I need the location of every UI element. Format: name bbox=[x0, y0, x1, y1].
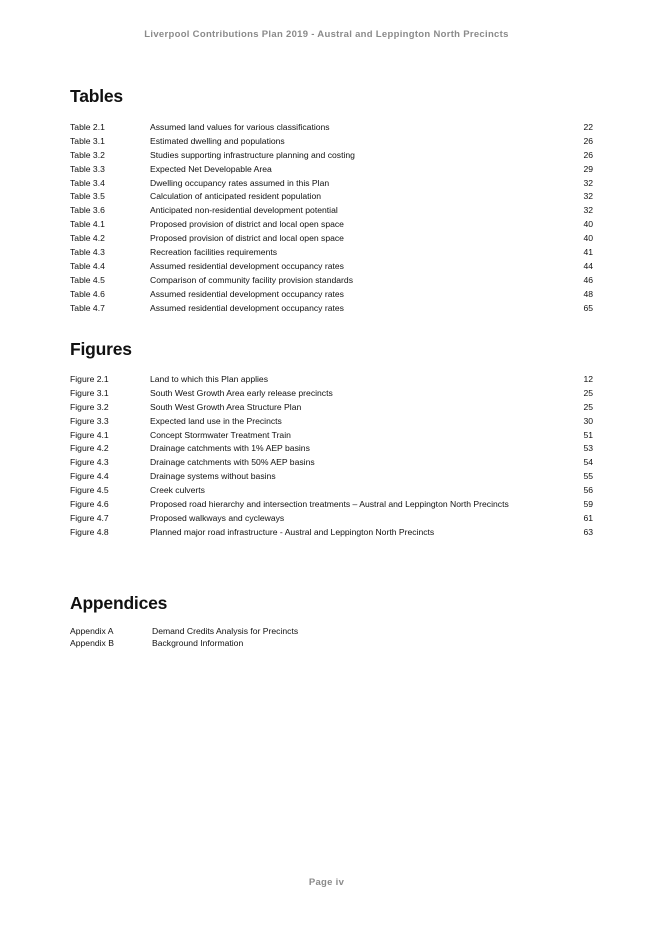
figure-entry bbox=[70, 470, 593, 484]
figure-entry-title: South West Growth Area early release precincts bbox=[150, 387, 333, 398]
figure-entry-title: Concept Stormwater Treatment Train bbox=[150, 429, 291, 440]
table-entry-label: Table 4.3 bbox=[70, 247, 105, 258]
table-entry-page: 65 bbox=[583, 302, 593, 313]
figure-entry-title: Drainage catchments with 1% AEP basins bbox=[150, 443, 310, 454]
figure-entry-label: Figure 4.7 bbox=[70, 512, 109, 523]
figure-entry bbox=[70, 456, 593, 470]
table-entry-page: 40 bbox=[583, 219, 593, 230]
table-entry-label: Table 3.4 bbox=[70, 177, 105, 188]
table-entry-title: Proposed provision of district and local open space bbox=[150, 219, 344, 230]
figure-entry-title: Planned major road infrastructure - Austral and Leppington North Precincts bbox=[150, 526, 435, 537]
figure-entry-label: Figure 3.2 bbox=[70, 401, 109, 412]
figure-entry-page: 55 bbox=[583, 471, 593, 482]
table-entry-page: 26 bbox=[583, 149, 593, 160]
table-entry bbox=[70, 190, 593, 204]
appendix-entry-title: Demand Credits Analysis for Precincts bbox=[152, 626, 299, 636]
table-entry-label: Table 4.7 bbox=[70, 302, 105, 313]
table-entry-page: 46 bbox=[583, 274, 593, 285]
table-entry bbox=[70, 274, 593, 288]
tables-list bbox=[70, 121, 593, 315]
table-entry-title: Comparison of community facility provision standards bbox=[150, 274, 353, 285]
figure-entry-title: Creek culverts bbox=[150, 485, 205, 496]
table-entry-page: 40 bbox=[583, 233, 593, 244]
figure-entry-page: 25 bbox=[583, 401, 593, 412]
figure-entry bbox=[70, 526, 593, 540]
figure-entry-page: 61 bbox=[583, 512, 593, 523]
appendices-heading: Appendices bbox=[70, 593, 168, 613]
appendix-entry bbox=[70, 626, 593, 638]
figure-entry-title: Proposed road hierarchy and intersection treatments – Austral and Leppington North Precincts bbox=[150, 499, 509, 510]
table-entry bbox=[70, 218, 593, 232]
figure-entry-page: 25 bbox=[583, 387, 593, 398]
figure-entry bbox=[70, 429, 593, 443]
figure-entry bbox=[70, 387, 593, 401]
table-entry-label: Table 4.4 bbox=[70, 260, 105, 271]
table-entry bbox=[70, 177, 593, 191]
appendix-entry bbox=[70, 638, 593, 650]
figures-list bbox=[70, 373, 593, 540]
tables-heading: Tables bbox=[70, 86, 123, 106]
figure-entry-label: Figure 3.1 bbox=[70, 387, 109, 398]
figure-entry-page: 53 bbox=[583, 443, 593, 454]
table-entry-page: 32 bbox=[583, 205, 593, 216]
figure-entry-label: Figure 4.4 bbox=[70, 471, 109, 482]
page-header: Liverpool Contributions Plan 2019 - Austral and Leppington North Precincts bbox=[144, 29, 509, 40]
table-entry bbox=[70, 149, 593, 163]
table-entry bbox=[70, 288, 593, 302]
figure-entry-label: Figure 2.1 bbox=[70, 374, 109, 384]
table-entry-page: 32 bbox=[583, 177, 593, 188]
table-entry-page: 41 bbox=[583, 247, 593, 258]
figure-entry-label: Figure 4.5 bbox=[70, 485, 109, 496]
table-entry-title: Studies supporting infrastructure planning and costing bbox=[150, 149, 355, 160]
figure-entry-page: 63 bbox=[583, 526, 593, 537]
table-entry-label: Table 3.6 bbox=[70, 205, 105, 216]
table-entry bbox=[70, 232, 593, 246]
figure-entry bbox=[70, 373, 593, 387]
figure-entry bbox=[70, 442, 593, 456]
table-entry-label: Table 3.5 bbox=[70, 191, 105, 202]
table-entry-title: Assumed residential development occupancy rates bbox=[150, 260, 344, 271]
figure-entry-title: Expected land use in the Precincts bbox=[150, 415, 282, 426]
table-entry-label: Table 3.1 bbox=[70, 135, 105, 146]
figure-entry-page: 59 bbox=[583, 499, 593, 510]
table-entry-title: Assumed residential development occupancy rates bbox=[150, 288, 344, 299]
table-entry-page: 22 bbox=[583, 122, 593, 132]
table-entry-title: Recreation facilities requirements bbox=[150, 247, 278, 258]
figure-entry bbox=[70, 401, 593, 415]
table-entry bbox=[70, 204, 593, 218]
figure-entry-page: 51 bbox=[583, 429, 593, 440]
table-entry-page: 32 bbox=[583, 191, 593, 202]
table-entry bbox=[70, 246, 593, 260]
figure-entry-label: Figure 4.2 bbox=[70, 443, 109, 454]
figure-entry-title: Drainage catchments with 50% AEP basins bbox=[150, 457, 315, 468]
table-entry-label: Table 2.1 bbox=[70, 122, 105, 132]
table-entry bbox=[70, 135, 593, 149]
table-entry-title: Estimated dwelling and populations bbox=[150, 135, 285, 146]
table-entry bbox=[70, 121, 593, 135]
figure-entry bbox=[70, 415, 593, 429]
appendices-list bbox=[70, 626, 593, 649]
figure-entry-page: 12 bbox=[583, 374, 593, 384]
figure-entry-title: South West Growth Area Structure Plan bbox=[150, 401, 302, 412]
table-entry-title: Assumed residential development occupancy rates bbox=[150, 302, 344, 313]
table-entry bbox=[70, 260, 593, 274]
table-entry-label: Table 4.1 bbox=[70, 219, 105, 230]
figure-entry-label: Figure 4.6 bbox=[70, 499, 109, 510]
table-entry-title: Anticipated non-residential development potential bbox=[150, 205, 338, 216]
table-entry-title: Dwelling occupancy rates assumed in this Plan bbox=[150, 177, 330, 188]
table-entry-page: 26 bbox=[583, 135, 593, 146]
table-entry-page: 44 bbox=[583, 260, 593, 271]
figure-entry-label: Figure 4.1 bbox=[70, 429, 109, 440]
figure-entry-label: Figure 4.3 bbox=[70, 457, 109, 468]
figure-entry-page: 54 bbox=[583, 457, 593, 468]
table-entry-title: Calculation of anticipated resident population bbox=[150, 191, 322, 202]
figure-entry bbox=[70, 498, 593, 512]
table-entry-label: Table 3.3 bbox=[70, 163, 105, 174]
table-entry bbox=[70, 163, 593, 177]
table-entry-label: Table 4.5 bbox=[70, 274, 105, 285]
table-entry-title: Proposed provision of district and local open space bbox=[150, 233, 344, 244]
table-entry-label: Table 4.6 bbox=[70, 288, 105, 299]
table-entry-page: 29 bbox=[583, 163, 593, 174]
figure-entry-label: Figure 4.8 bbox=[70, 526, 109, 537]
figure-entry-title: Land to which this Plan applies bbox=[150, 374, 269, 384]
figure-entry bbox=[70, 512, 593, 526]
appendix-entry-title: Background Information bbox=[152, 637, 244, 648]
table-entry-label: Table 4.2 bbox=[70, 233, 105, 244]
table-entry-title: Assumed land values for various classifications bbox=[150, 122, 330, 132]
figure-entry-page: 30 bbox=[583, 415, 593, 426]
figure-entry-title: Proposed walkways and cycleways bbox=[150, 512, 285, 523]
table-entry-label: Table 3.2 bbox=[70, 149, 105, 160]
appendix-entry-label: Appendix A bbox=[70, 626, 114, 636]
table-entry-title: Expected Net Developable Area bbox=[150, 163, 272, 174]
appendix-entry-label: Appendix B bbox=[70, 637, 114, 648]
table-entry-page: 48 bbox=[583, 288, 593, 299]
page-number: Page iv bbox=[308, 877, 345, 888]
figure-entry bbox=[70, 484, 593, 498]
table-entry bbox=[70, 302, 593, 316]
figures-heading: Figures bbox=[70, 339, 132, 359]
figure-entry-page: 56 bbox=[583, 485, 593, 496]
figure-entry-title: Drainage systems without basins bbox=[150, 471, 276, 482]
figure-entry-label: Figure 3.3 bbox=[70, 415, 109, 426]
